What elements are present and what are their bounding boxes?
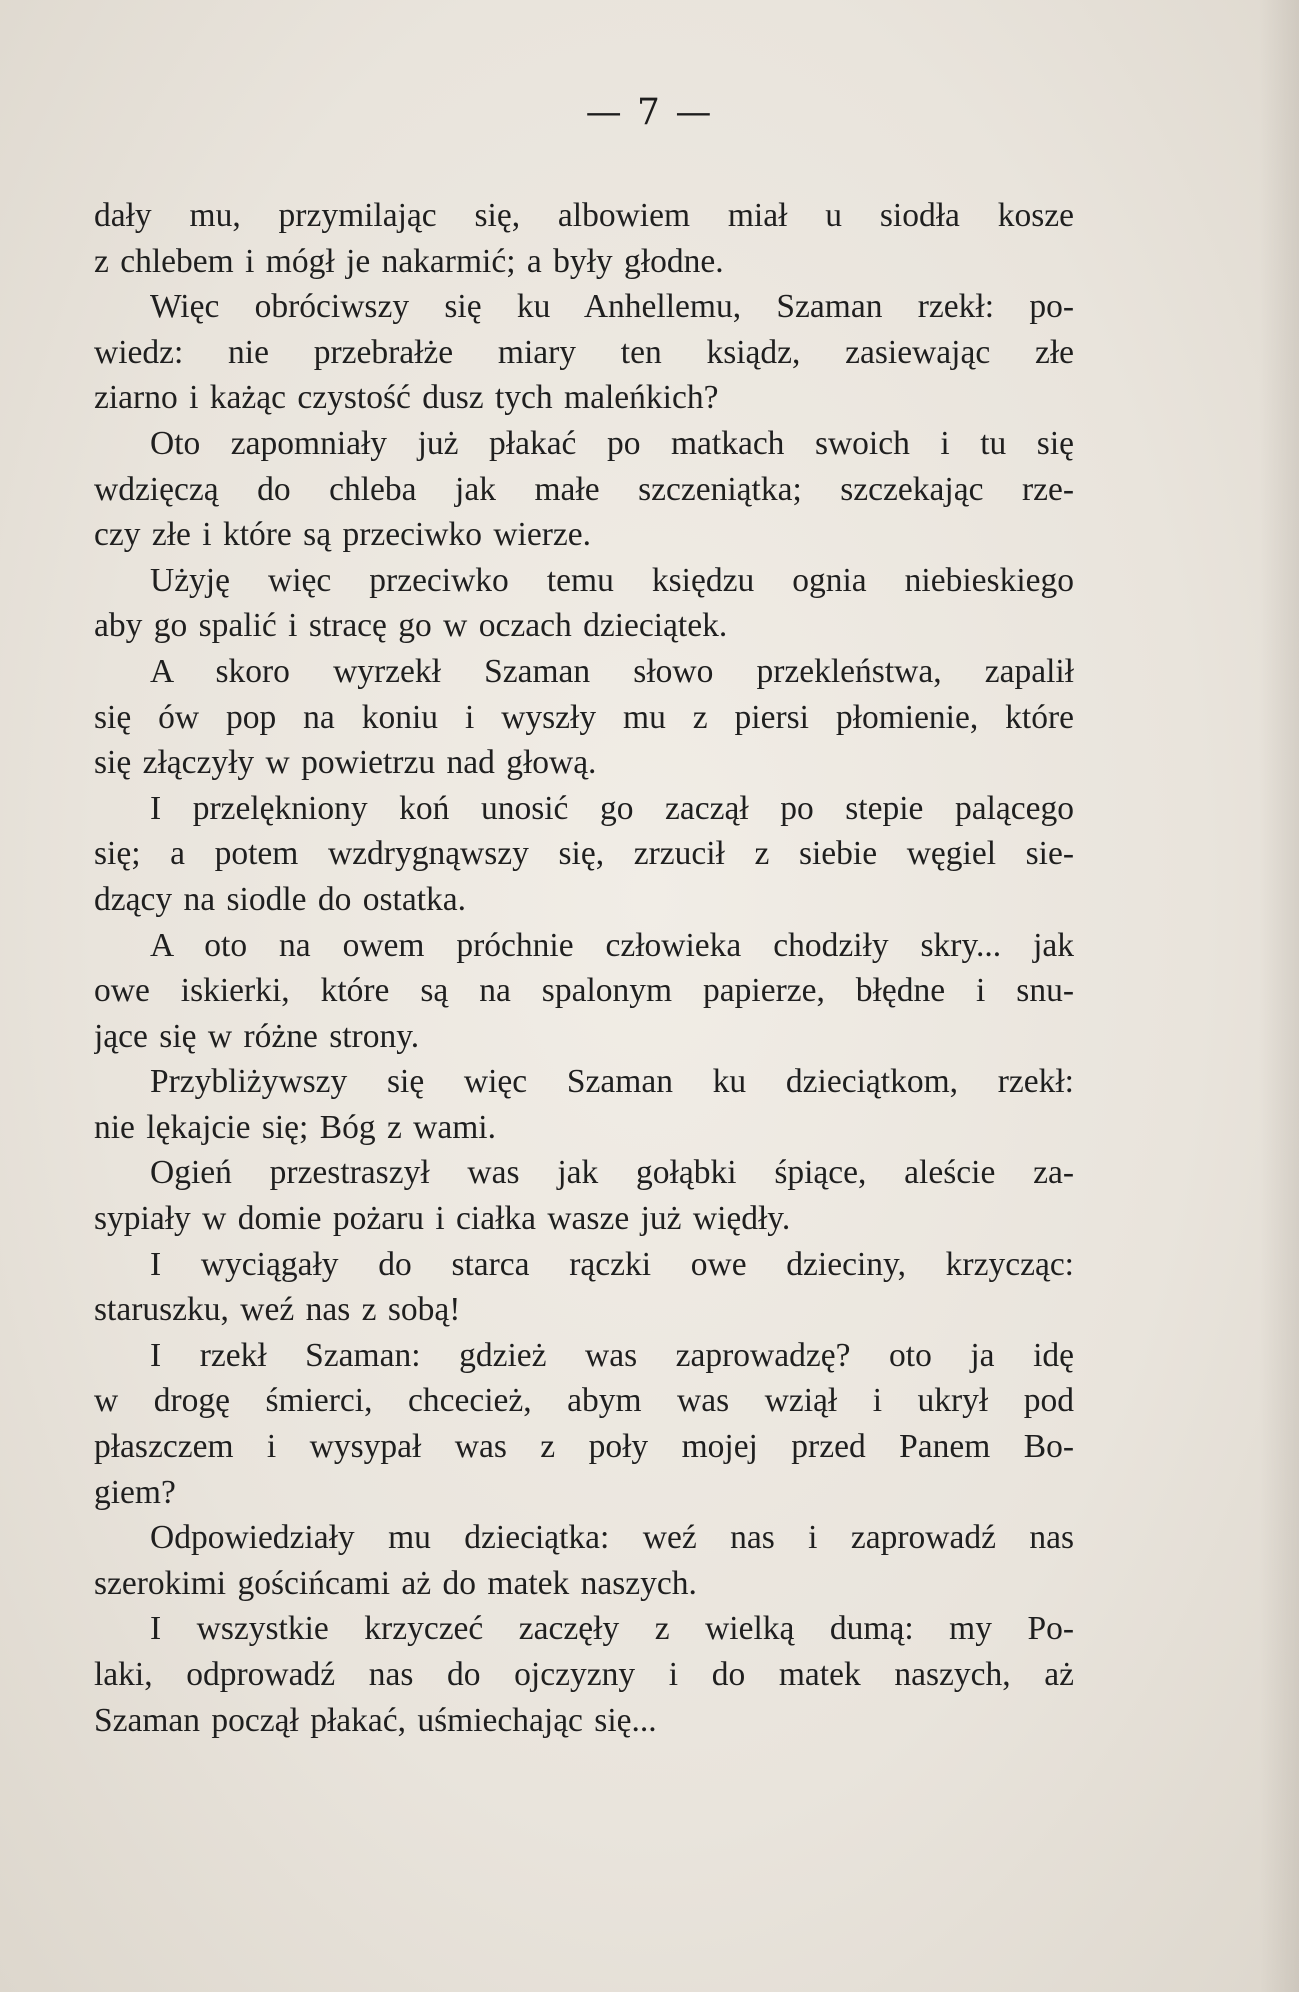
text-line: wiedz: nie przebrałże miary ten ksiądz, zasiewając złe <box>94 333 1074 371</box>
text-line: Użyję więc przeciwko temu księdzu ognia niebieskiego <box>150 561 1074 599</box>
text-line: wdzięczą do chleba jak małe szczeniątka; szczekając rze- <box>94 470 1074 508</box>
page-number: — 7 — <box>585 92 714 133</box>
text-line: owe iskierki, które są na spalonym papierze, błędne i snu- <box>94 972 1074 1010</box>
text-line: Odpowiedziały mu dzieciątka: weź nas i zaprowadź nas <box>150 1519 1074 1557</box>
body-text <box>94 193 1074 1743</box>
text-line: szerokimi gościńcami aż do matek naszych. <box>94 1564 697 1602</box>
text-line: się złączyły w powietrzu nad głową. <box>94 744 597 782</box>
text-line: I wszystkie krzyczeć zaczęły z wielką dumą: my Po- <box>150 1610 1074 1648</box>
text-line: I wyciągały do starca rączki owe dzieciny, krzycząc: <box>150 1245 1074 1283</box>
text-line: Szaman począł płakać, uśmiechając się... <box>94 1701 657 1739</box>
text-line: A skoro wyrzekł Szaman słowo przekleństwa, zapalił <box>150 652 1074 690</box>
text-line: Oto zapomniały już płakać po matkach swoich i tu się <box>150 424 1074 462</box>
page-edge-shadow <box>1259 0 1299 1992</box>
text-line: z chlebem i mógł je nakarmić; a były głodne. <box>94 242 724 280</box>
text-line: sypiały w domie pożaru i ciałka wasze już więdły. <box>94 1200 791 1238</box>
text-line: czy złe i które są przeciwko wierze. <box>94 516 591 554</box>
text-line: staruszku, weź nas z sobą! <box>94 1291 461 1329</box>
text-line: A oto na owem próchnie człowieka chodziły skry... jak <box>150 926 1074 964</box>
text-line: dzący na siodle do ostatka. <box>94 880 467 918</box>
text-line: Więc obróciwszy się ku Anhellemu, Szaman rzekł: po- <box>150 288 1074 326</box>
text-line: I przelękniony koń unosić go zaczął po stepie palącego <box>150 789 1074 827</box>
text-line: laki, odprowadź nas do ojczyzny i do matek naszych, aż <box>94 1656 1074 1693</box>
text-line: I rzekł Szaman: gdzież was zaprowadzę? oto ja idę <box>150 1336 1074 1374</box>
text-line: płaszczem i wysypał was z poły mojej przed Panem Bo- <box>94 1428 1074 1466</box>
text-line: aby go spalić i stracę go w oczach dzieciątek. <box>94 607 728 645</box>
text-line: Przybliżywszy się więc Szaman ku dzieciątkom, rzekł: <box>150 1063 1074 1101</box>
text-line: Ogień przestraszył was jak gołąbki śpiące, aleście za- <box>150 1154 1074 1192</box>
text-line: jące się w różne strony. <box>94 1017 420 1055</box>
text-line: w drogę śmierci, chcecież, abym was wziął i ukrył pod <box>94 1382 1074 1420</box>
text-line: się; a potem wzdrygnąwszy się, zrzucił z siebie węgiel sie- <box>94 835 1074 873</box>
text-line: ziarno i każąc czystość dusz tych maleńkich? <box>94 379 719 417</box>
text-line: giem? <box>94 1473 176 1511</box>
text-line: nie lękajcie się; Bóg z wami. <box>94 1108 496 1146</box>
text-line: dały mu, przymilając się, albowiem miał u siodła kosze <box>94 197 1074 234</box>
text-line: się ów pop na koniu i wyszły mu z piersi płomienie, które <box>94 698 1074 736</box>
